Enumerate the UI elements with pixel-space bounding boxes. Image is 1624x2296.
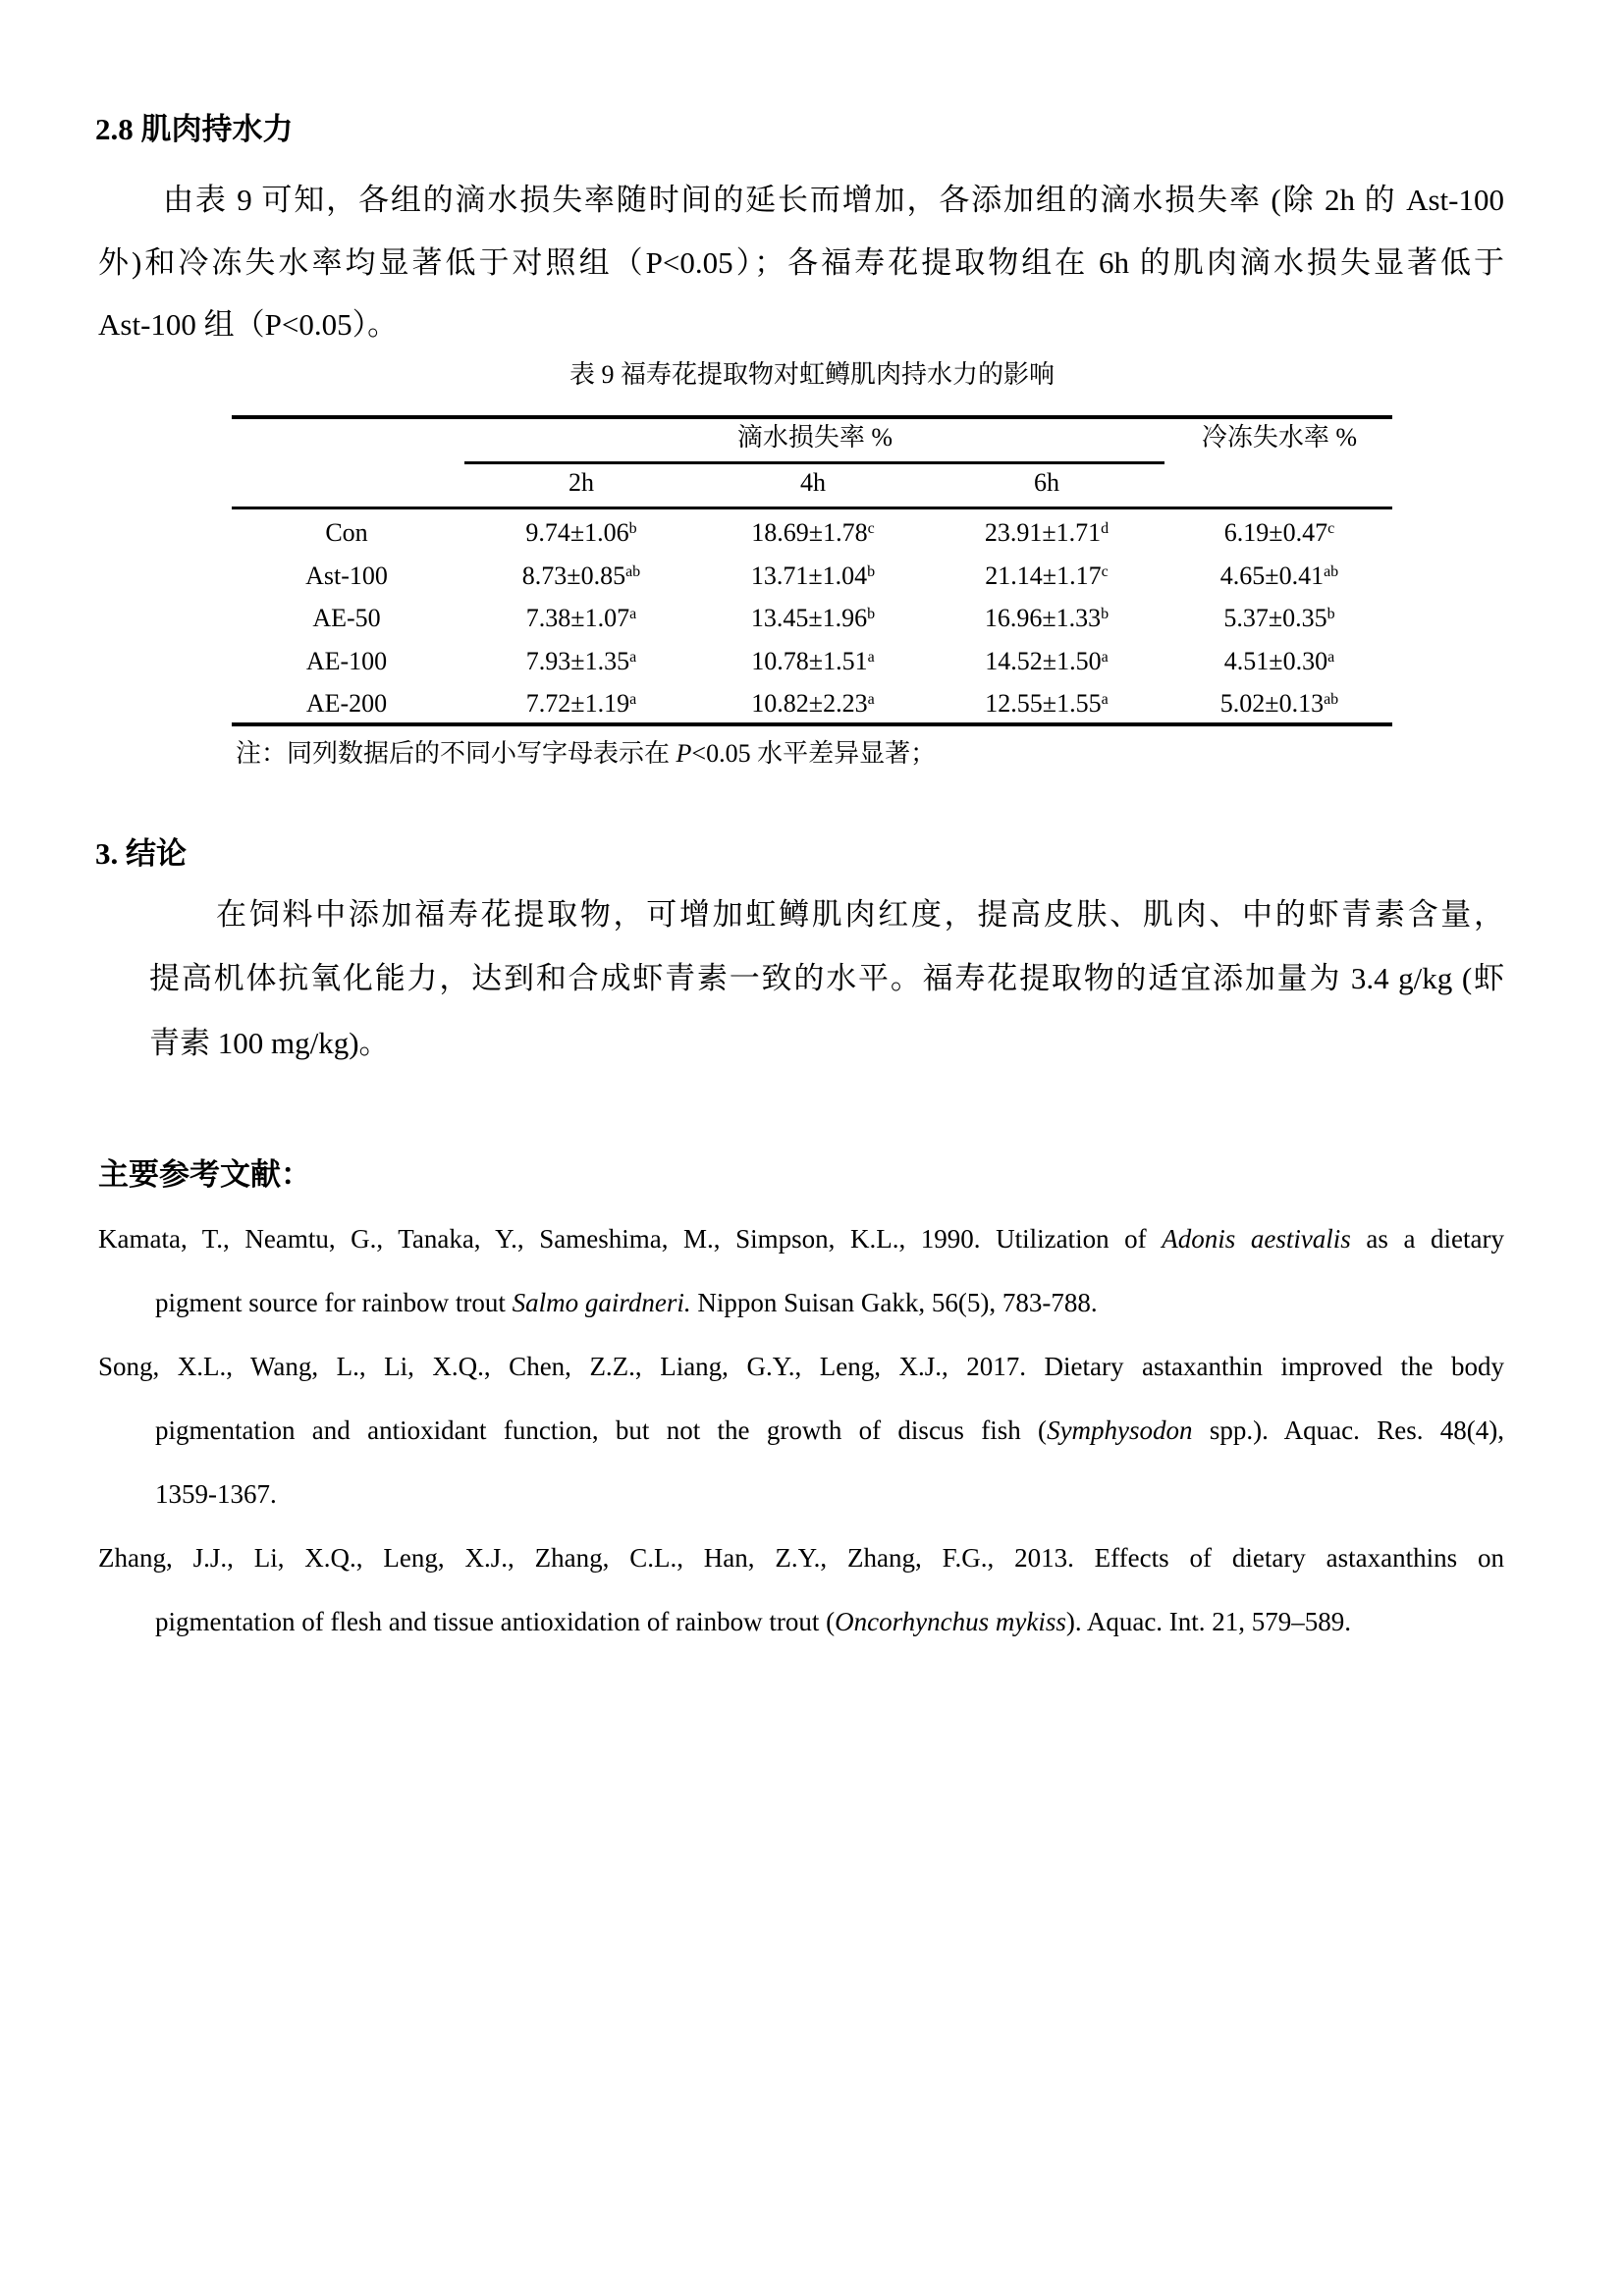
reference-line <box>155 1283 1504 1322</box>
table-cell <box>685 688 941 720</box>
significance-letter: a <box>1101 691 1109 709</box>
table-cell <box>454 646 709 677</box>
cell-value: 23.91±1.71 <box>984 518 1102 547</box>
paragraph-line: 提高机体抗氧化能力，达到和合成虾青素一致的水平。福寿花提取物的适宜添加量为 3.4 g/kg (虾 <box>149 961 1504 995</box>
significance-letter: b <box>867 606 876 623</box>
cell-value: 7.38±1.07 <box>525 604 630 633</box>
table-note <box>236 736 936 772</box>
ref-text: spp.). Aquac. Res. 48(4), <box>1192 1415 1505 1445</box>
reference-line <box>155 1411 1504 1450</box>
significance-letter: b <box>867 562 876 580</box>
significance-letter: a <box>867 648 875 666</box>
ref-text: as a dietary <box>1350 1224 1504 1254</box>
cell-value: 18.69±1.78 <box>751 518 868 547</box>
table-cell <box>919 561 1174 592</box>
table-cell <box>919 517 1174 549</box>
table-cell <box>454 561 709 592</box>
cell-value: 8.73±0.85 <box>521 561 626 590</box>
cell-value: 6.19±0.47 <box>1223 518 1328 547</box>
row-label: AE-100 <box>305 646 388 675</box>
table-cell <box>454 517 709 549</box>
cell-value: 7.72±1.19 <box>525 689 630 719</box>
table-cell <box>685 561 941 592</box>
cell-value: 10.78±1.51 <box>751 646 868 675</box>
ref-text: ). Aquac. Int. 21, 579–589. <box>1065 1607 1352 1636</box>
significance-letter: ab <box>625 562 641 580</box>
column-header-6h: 6h <box>1034 468 1059 497</box>
ref-species: Adonis aestivalis <box>1162 1224 1351 1254</box>
note-prefix: 注：同列数据后的不同小写字母表示在 <box>236 739 677 768</box>
ref-text: pigmentation and antioxidant function, but not the growth of discus fish ( <box>155 1415 1048 1445</box>
table-cell <box>919 603 1174 634</box>
significance-letter: a <box>629 648 637 666</box>
cell-value: 21.14±1.17 <box>985 561 1102 590</box>
cell-value: 5.37±0.35 <box>1223 604 1327 633</box>
significance-letter: a <box>629 691 637 709</box>
paragraph-line: 由表 9 可知，各组的滴水损失率随时间的延长而增加，各添加组的滴水损失率 (除 2h 的 Ast-100 <box>163 183 1504 217</box>
table-cell <box>454 603 709 634</box>
significance-letter: b <box>628 520 637 537</box>
ref-species: Symphysodon <box>1047 1415 1193 1445</box>
significance-letter: c <box>867 520 875 537</box>
group-header-freeze-loss: 冷冻失水率 % <box>1201 423 1358 452</box>
row-label: AE-50 <box>312 604 381 633</box>
paragraph-line: 在饲料中添加福寿花提取物，可增加虹鳟肌肉红度，提高皮肤、肌肉、中的虾青素含量， <box>216 897 1504 932</box>
cell-value: 12.55±1.55 <box>985 689 1102 719</box>
column-header-2h: 2h <box>568 468 594 497</box>
group-header-drip-loss: 滴水损失率 % <box>736 423 893 452</box>
table-cell <box>1152 517 1407 549</box>
table-cell <box>1152 688 1407 720</box>
paragraph-line: Ast-100 组（P<0.05）。 <box>98 307 399 342</box>
note-suffix: <0.05 水平差异显著； <box>691 739 937 768</box>
header-bottom-rule <box>232 507 1392 509</box>
ref-text: pigment source for rainbow trout <box>155 1288 513 1317</box>
table-cell <box>919 688 1174 720</box>
significance-letter: c <box>1101 562 1109 580</box>
row-label: AE-200 <box>305 689 388 719</box>
cell-value: 10.82±2.23 <box>751 689 868 719</box>
section-heading-3: 3. 结论 <box>95 836 187 871</box>
significance-letter: ab <box>1324 691 1339 709</box>
significance-letter: a <box>1101 648 1109 666</box>
significance-letter: d <box>1101 520 1110 537</box>
column-header-4h: 4h <box>800 468 826 497</box>
paragraph-line: 外)和冷冻失水率均显著低于对照组（P<0.05）；各福寿花提取物组在 6h 的肌肉滴水损失显著低于 <box>98 245 1504 280</box>
reference-line: Song, X.L., Wang, L., Li, X.Q., Chen, Z.Z., Liang, G.Y., Leng, X.J., 2017. Dietary astaxanthin improved the body <box>98 1352 1504 1381</box>
ref-text: Kamata, T., Neamtu, G., Tanaka, Y., Sameshima, M., Simpson, K.L., 1990. Utilization of <box>98 1224 1163 1254</box>
table-cell <box>685 646 941 677</box>
table-cell <box>1152 561 1407 592</box>
significance-letter: ab <box>1324 562 1339 580</box>
cell-value: 16.96±1.33 <box>984 604 1102 633</box>
table-caption: 表 9 福寿花提取物对虹鳟肌肉持水力的影响 <box>568 360 1055 389</box>
table-cell <box>685 517 941 549</box>
section-heading-2-8: 2.8 肌肉持水力 <box>95 112 294 146</box>
reference-line <box>155 1602 1504 1641</box>
cell-value: 14.52±1.50 <box>985 646 1102 675</box>
cell-value: 13.45±1.96 <box>750 604 868 633</box>
note-p-symbol: P <box>676 739 692 768</box>
ref-species: Oncorhynchus mykiss <box>835 1607 1066 1636</box>
table-cell <box>454 688 709 720</box>
reference-line: 1359-1367. <box>155 1479 277 1509</box>
cell-value: 13.71±1.04 <box>750 561 868 590</box>
significance-letter: b <box>1326 606 1335 623</box>
table-cell <box>919 646 1174 677</box>
references-heading: 主要参考文献： <box>98 1157 311 1192</box>
ref-text: Nippon Suisan Gakk, 56(5), 783-788. <box>690 1288 1098 1317</box>
reference-line <box>98 1219 1504 1258</box>
significance-letter: a <box>867 691 875 709</box>
significance-letter: a <box>1327 648 1335 666</box>
reference-line: Zhang, J.J., Li, X.Q., Leng, X.J., Zhang, C.L., Han, Z.Y., Zhang, F.G., 2013. Effects of dietary astaxanthins on <box>98 1543 1504 1573</box>
cell-value: 7.93±1.35 <box>525 646 630 675</box>
significance-letter: a <box>629 606 637 623</box>
cell-value: 4.65±0.41 <box>1219 561 1325 590</box>
paragraph-line: 青素 100 mg/kg)。 <box>149 1026 390 1060</box>
table-cell <box>1152 646 1407 677</box>
ref-species: Salmo gairdneri. <box>512 1288 691 1317</box>
cell-value: 9.74±1.06 <box>525 518 629 547</box>
row-label: Con <box>325 518 368 547</box>
cell-value: 5.02±0.13 <box>1219 689 1325 719</box>
significance-letter: b <box>1101 606 1110 623</box>
row-label: Ast-100 <box>305 561 388 590</box>
significance-letter: c <box>1327 520 1335 537</box>
group-header-rule <box>464 461 1164 464</box>
table-bottom-rule <box>232 722 1392 726</box>
table-cell <box>685 603 941 634</box>
table-top-rule <box>232 415 1392 419</box>
ref-text: pigmentation of flesh and tissue antioxidation of rainbow trout ( <box>155 1607 836 1636</box>
cell-value: 4.51±0.30 <box>1223 646 1328 675</box>
table-cell <box>1152 603 1407 634</box>
